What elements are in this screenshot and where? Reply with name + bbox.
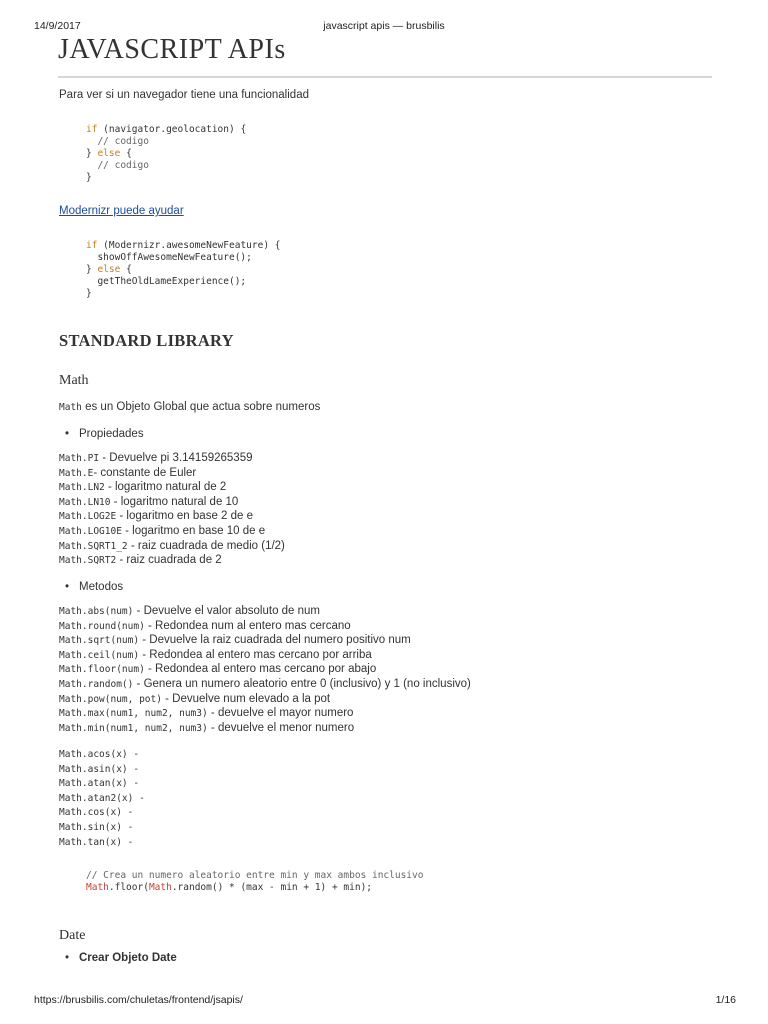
property-row — [59, 509, 285, 524]
code-name: Math.random() — [59, 678, 134, 690]
print-page-title: javascript apis — brusbilis — [323, 20, 445, 32]
bullet-label: Crear Objeto Date — [79, 952, 177, 964]
property-row — [59, 495, 285, 510]
code-text: .floor( — [108, 881, 149, 893]
code-brace: { — [120, 263, 132, 275]
code-brace: } — [86, 263, 98, 275]
modernizr-link[interactable]: Modernizr puede ayudar — [59, 205, 184, 217]
trig-row — [59, 820, 145, 835]
description: - raiz cuadrada de medio (1/2) — [127, 539, 285, 552]
code-keyword-if: if — [86, 240, 98, 251]
heading-standard-library: STANDARD LIBRARY — [59, 331, 234, 350]
intro-paragraph: Para ver si un navegador tiene una funcionalidad — [59, 89, 309, 101]
code-brace: } — [86, 147, 98, 159]
trig-row — [59, 762, 145, 777]
code-name: Math.E — [59, 467, 94, 479]
description: - Genera un numero aleatorio entre 0 (inclusivo) y 1 (no inclusivo) — [133, 677, 471, 690]
code-comment: // codigo — [86, 135, 149, 147]
code-line: showOffAwesomeNewFeature(); — [86, 251, 252, 263]
heading-math: Math — [59, 373, 89, 388]
code-keyword-if: if — [86, 124, 98, 135]
code-comment: // codigo — [86, 159, 149, 171]
code-name: Math.sin(x) - — [59, 821, 134, 833]
code-brace: } — [86, 287, 92, 299]
code-keyword-else: else — [97, 147, 121, 159]
bullet-label: Propiedades — [79, 428, 144, 440]
code-name: Math.tan(x) - — [59, 836, 134, 848]
description: - raiz cuadrada de 2 — [116, 554, 222, 567]
description: - Redondea al entero mas cercano por abajo — [144, 663, 377, 676]
code-line: (navigator.geolocation) { — [97, 124, 247, 135]
bullet-dot: • — [65, 428, 70, 440]
code-name: Math.round(num) — [59, 620, 145, 632]
code-name: Math.abs(num) — [59, 606, 134, 617]
method-row — [59, 662, 471, 677]
trig-row — [59, 747, 145, 762]
print-page-number: 1/16 — [715, 994, 736, 1006]
code-brace: { — [120, 147, 132, 159]
code-name: Math.LOG2E — [59, 511, 117, 523]
description: - Devuelve el valor absoluto de num — [133, 605, 321, 617]
trig-row — [59, 835, 145, 850]
code-brace: } — [86, 171, 92, 183]
code-name: Math.max(num1, num2, num3) — [59, 708, 208, 720]
code-name: Math.LOG10E — [59, 525, 122, 537]
description: - logaritmo natural de 10 — [110, 495, 239, 508]
heading-date: Date — [59, 928, 86, 943]
code-name: Math.LN10 — [59, 496, 111, 508]
code-line: getTheOldLameExperience(); — [86, 275, 247, 287]
bullet-dot: • — [65, 952, 70, 964]
description: - constante de Euler — [93, 466, 197, 479]
math-intro — [59, 401, 320, 413]
method-row — [59, 677, 471, 692]
description: - devuelve el menor numero — [207, 721, 355, 734]
description: - Devuelve pi 3.14159265359 — [99, 452, 253, 464]
code-block-modernizr — [86, 240, 280, 300]
description: - logaritmo en base 10 de e — [121, 524, 266, 537]
code-name: Math.PI — [59, 453, 100, 464]
description: - Redondea al entero mas cercano por arriba — [139, 648, 372, 661]
code-name: Math.atan(x) - — [59, 778, 140, 790]
code-name: Math.SQRT1_2 — [59, 540, 128, 552]
trig-row — [59, 776, 145, 791]
method-row — [59, 633, 471, 648]
code-name: Math.min(num1, num2, num3) — [59, 722, 208, 734]
code-name: Math.acos(x) - — [59, 749, 140, 760]
page-title: JAVASCRIPT APIs — [58, 34, 286, 65]
code-name: Math.sqrt(num) — [59, 635, 140, 647]
code-math-object: Math — [86, 881, 109, 893]
code-name: Math.ceil(num) — [59, 649, 140, 661]
description: - Devuelve la raiz cuadrada del numero positivo num — [139, 634, 411, 647]
method-row — [59, 721, 471, 736]
math-trig-list — [59, 747, 145, 849]
property-row — [59, 480, 285, 495]
property-row — [59, 539, 285, 554]
code-name: Math.pow(num, pot) — [59, 693, 162, 705]
code-block-geolocation — [86, 124, 246, 184]
description: - devuelve el mayor numero — [207, 707, 354, 720]
bullet-crear-objeto-date — [65, 952, 177, 964]
title-divider — [58, 76, 712, 78]
description: - logaritmo natural de 2 — [104, 481, 227, 494]
bullet-metodos — [65, 581, 123, 593]
method-row — [59, 604, 471, 619]
property-row — [59, 451, 285, 466]
code-math-object: Math — [148, 881, 172, 893]
math-methods-list — [59, 604, 471, 735]
code-block-random — [86, 870, 423, 894]
description: - logaritmo en base 2 de e — [116, 510, 254, 523]
bullet-propiedades — [65, 428, 144, 440]
print-url: https://brusbilis.com/chuletas/frontend/jsapis/ — [34, 994, 243, 1006]
math-intro-code: Math — [59, 402, 82, 413]
bullet-dot: • — [65, 581, 70, 593]
code-text: .random() * (max - min + 1) + min); — [171, 881, 373, 893]
method-row — [59, 648, 471, 663]
method-row — [59, 619, 471, 634]
property-row — [59, 553, 285, 568]
math-intro-text: es un Objeto Global que actua sobre numeros — [81, 401, 321, 413]
code-name: Math.SQRT2 — [59, 555, 117, 567]
code-name: Math.cos(x) - — [59, 807, 134, 819]
code-line: (Modernizr.awesomeNewFeature) { — [97, 240, 281, 251]
code-comment: // Crea un numero aleatorio entre min y max ambos inclusivo — [86, 870, 424, 881]
math-properties-list — [59, 451, 285, 568]
description: - Redondea num al entero mas cercano — [144, 619, 351, 632]
print-date: 14/9/2017 — [34, 20, 81, 32]
description: - Devuelve num elevado a la pot — [161, 692, 331, 705]
method-row — [59, 692, 471, 707]
code-name: Math.LN2 — [59, 482, 105, 494]
trig-row — [59, 791, 145, 806]
property-row — [59, 524, 285, 539]
code-name: Math.asin(x) - — [59, 763, 140, 775]
property-row — [59, 466, 285, 481]
method-row — [59, 706, 471, 721]
bullet-label: Metodos — [79, 581, 124, 593]
code-keyword-else: else — [97, 263, 121, 275]
code-name: Math.atan2(x) - — [59, 792, 145, 804]
trig-row — [59, 805, 145, 820]
code-name: Math.floor(num) — [59, 664, 145, 676]
